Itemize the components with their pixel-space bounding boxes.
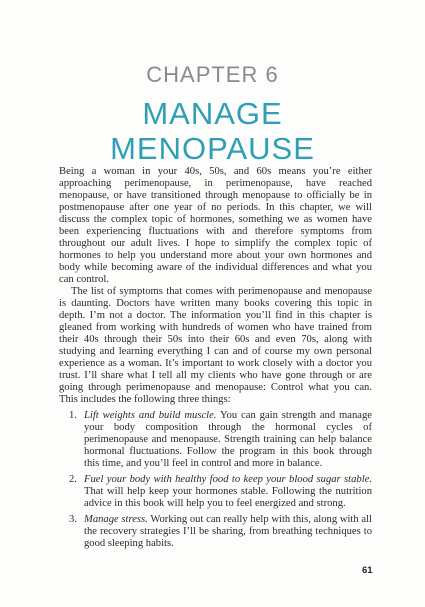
list-item-text: You can gain strength and manage your body composition through the hormonal cycles of perimenopause and menopause. Strength training can help balance hormonal fluctuations. Follow the program in this book through this time, and you’ll feel in control and more in balance. <box>84 410 372 469</box>
chapter-label: CHAPTER 6 <box>146 62 279 87</box>
list-item <box>59 474 372 510</box>
list-number: 1. <box>69 410 77 421</box>
list-item-lead: Lift weights and build muscle. <box>84 410 217 421</box>
list-number: 2. <box>69 474 77 485</box>
intro-paragraph: Being a woman in your 40s, 50s, and 60s means you’re either approaching perimenopause, in perimenopause, have reached menopause, or have transitioned through menopause to officially be in postmenopause after one year of no periods. In this chapter, we will discuss the complex topic of hormones, something we as women have been experiencing fluctuations with and therefore symptoms from throughout our adult lives. I hope to simplify the complex topic of hormones to help you understand more about your own hormones and body while becoming aware of the individual differences and what you can control. <box>59 166 372 285</box>
list-item-text: That will help keep your hormones stable. Following the nutrition advice in this book will help you to feel energized and strong. <box>84 486 372 509</box>
list-item-lead: Manage stress. <box>84 514 148 525</box>
list-item <box>59 514 372 550</box>
chapter-title-line-2: MENOPAUSE <box>110 131 315 166</box>
list-number: 3. <box>69 514 77 525</box>
chapter-title <box>0 96 425 166</box>
list-item-text: Working out can really help with this, along with all the recovery strategies I’ll be sharing, from breathing techniques to good sleeping habits. <box>84 514 372 549</box>
page-number: 61 <box>362 565 373 576</box>
list-item <box>59 410 372 470</box>
list-item-lead: Fuel your body with healthy food to keep your blood sugar stable. <box>84 474 372 485</box>
control-list <box>59 410 372 550</box>
chapter-title-line-1: MANAGE <box>142 96 283 131</box>
symptoms-paragraph: The list of symptoms that comes with perimenopause and menopause is daunting. Doctors have written many books covering this topic in depth. I’m not a doctor. The information you’ll find in this chapter is gleaned from working with hundreds of women who have trained from their 40s through their 50s into their 60s and even 70s, along with studying and learning everything I can and of course my own personal experience as a woman. It’s important to work closely with a doctor you trust. I’ll share what I tell all my clients who have gone through or are going through perimenopause and menopause: Control what you can. This includes the following three things: <box>59 286 372 405</box>
body-text <box>59 166 372 554</box>
